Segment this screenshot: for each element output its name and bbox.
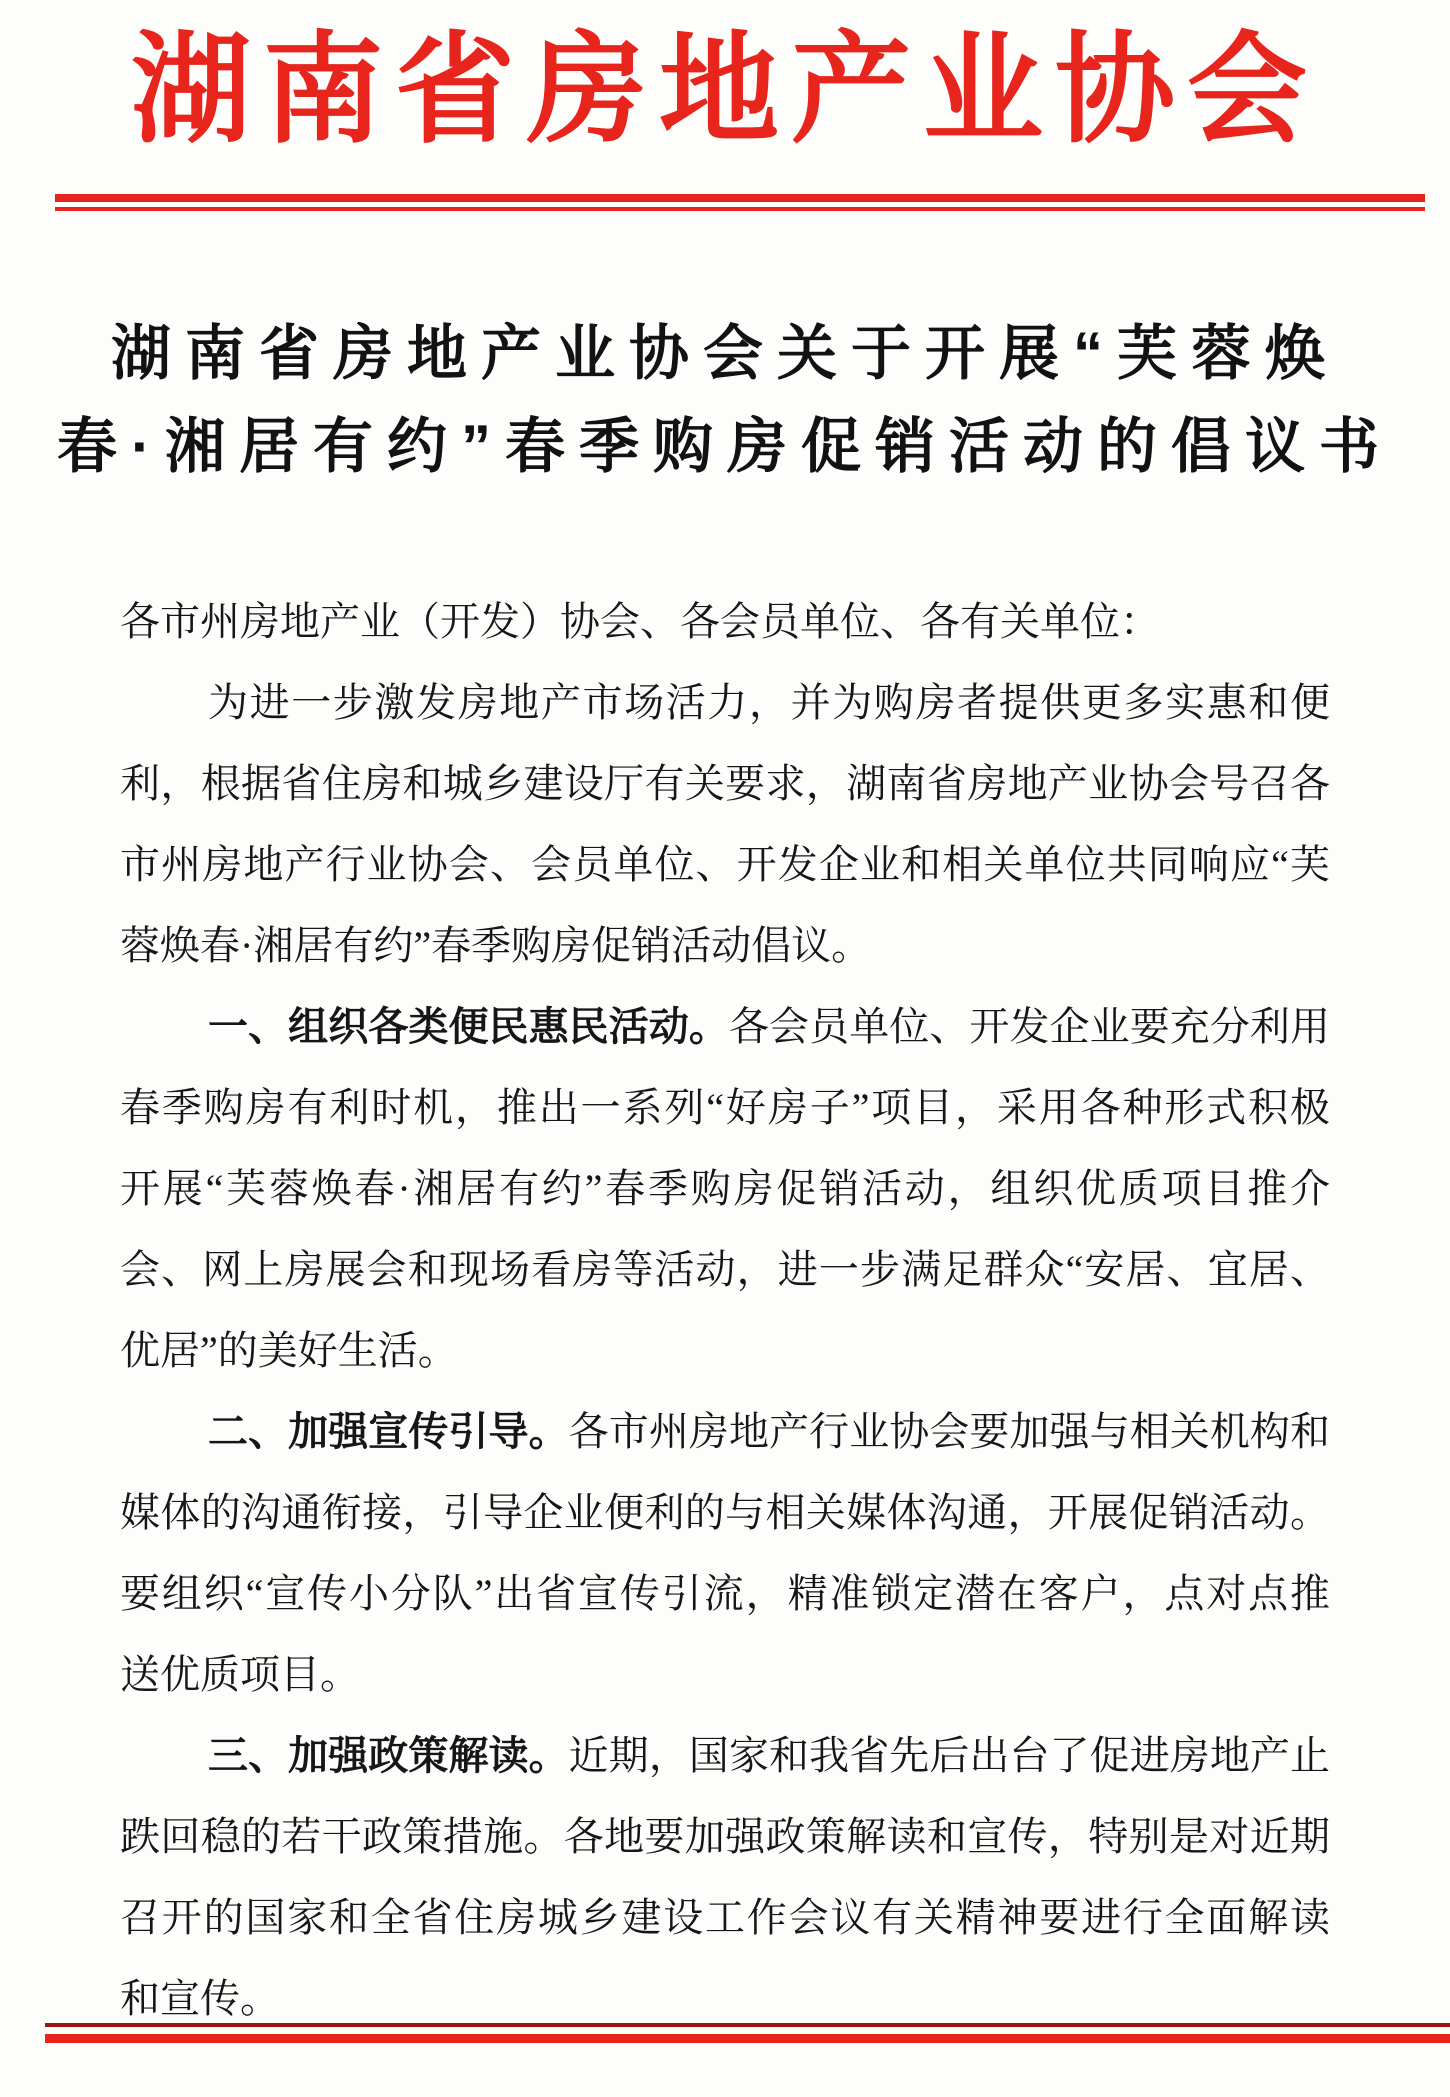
body-line-section-3 <box>120 1715 1330 1796</box>
body-line-text: 近期，国家和我省先后出台了促进房地产止 <box>568 1733 1330 1778</box>
body-line <box>120 905 1330 986</box>
body-line <box>120 1067 1330 1148</box>
section-3-lead: 三、加强政策解读。 <box>208 1734 569 1778</box>
body-line-text: 优居”的美好生活。 <box>120 1328 458 1373</box>
document-title-line-2: 春·湘居有约”春季购房促销活动的倡议书 <box>57 413 1393 480</box>
body-line-text: 各市州房地产业（开发）协会、各会员单位、各有关单位： <box>120 599 1160 644</box>
body-line <box>120 824 1330 905</box>
letterhead-org-name: 湖南省房地产业协会 <box>131 24 1319 157</box>
body-line-section-2 <box>120 1391 1330 1472</box>
body-line-text: 媒体的沟通衔接，引导企业便利的与相关媒体沟通，开展促销活动。 <box>120 1490 1330 1535</box>
body-line-text: 蓉焕春·湘居有约”春季购房促销活动倡议。 <box>120 923 872 968</box>
body-line <box>120 662 1330 743</box>
body-line-text: 会、网上房展会和现场看房等活动，进一步满足群众“安居、宜居、 <box>120 1247 1330 1292</box>
body-line <box>120 1472 1330 1553</box>
body-line-text: 跌回稳的若干政策措施。各地要加强政策解读和宣传，特别是对近期 <box>120 1814 1330 1859</box>
salutation-line <box>120 581 1330 662</box>
section-2-lead: 二、加强宣传引导。 <box>208 1410 569 1454</box>
section-1-lead: 一、组织各类便民惠民活动。 <box>208 1005 729 1049</box>
header-rule-thin-bar <box>55 207 1425 211</box>
body-line-text: 召开的国家和全省住房城乡建设工作会议有关精神要进行全面解读 <box>120 1895 1330 1940</box>
body-line <box>120 1877 1330 1958</box>
body-line <box>120 1229 1330 1310</box>
document-body <box>120 581 1330 2039</box>
body-line-text: 利，根据省住房和城乡建设厅有关要求，湖南省房地产业协会号召各 <box>120 761 1330 806</box>
footer-rule-thick-bar <box>45 2034 1450 2043</box>
body-line-text: 各市州房地产行业协会要加强与相关机构和 <box>568 1409 1330 1454</box>
body-line-text: 开展“芙蓉焕春·湘居有约”春季购房促销活动，组织优质项目推介 <box>120 1166 1330 1211</box>
body-line <box>120 1796 1330 1877</box>
body-line-text: 各会员单位、开发企业要充分利用 <box>728 1004 1330 1049</box>
body-line <box>120 743 1330 824</box>
document-title <box>0 307 1450 493</box>
header-double-rule <box>55 194 1425 211</box>
body-line-text: 为进一步激发房地产市场活力，并为购房者提供更多实惠和便 <box>208 680 1330 725</box>
body-line-text: 和宣传。 <box>120 1976 280 2021</box>
body-line-text: 要组织“宣传小分队”出省宣传引流，精准锁定潜在客户，点对点推 <box>120 1571 1330 1616</box>
body-line-section-1 <box>120 986 1330 1067</box>
footer-double-rule <box>45 2023 1450 2043</box>
body-line <box>120 1634 1330 1715</box>
body-line-text: 市州房地产行业协会、会员单位、开发企业和相关单位共同响应“芙 <box>120 842 1330 887</box>
header-rule-thick-bar <box>55 194 1425 202</box>
body-line <box>120 1310 1330 1391</box>
body-line <box>120 1148 1330 1229</box>
body-line <box>120 1553 1330 1634</box>
body-line-text: 送优质项目。 <box>120 1652 360 1697</box>
body-line-text: 春季购房有利时机，推出一系列“好房子”项目，采用各种形式积极 <box>120 1085 1330 1130</box>
document-title-line-1: 湖南省房地产业协会关于开展“芙蓉焕 <box>111 320 1339 387</box>
